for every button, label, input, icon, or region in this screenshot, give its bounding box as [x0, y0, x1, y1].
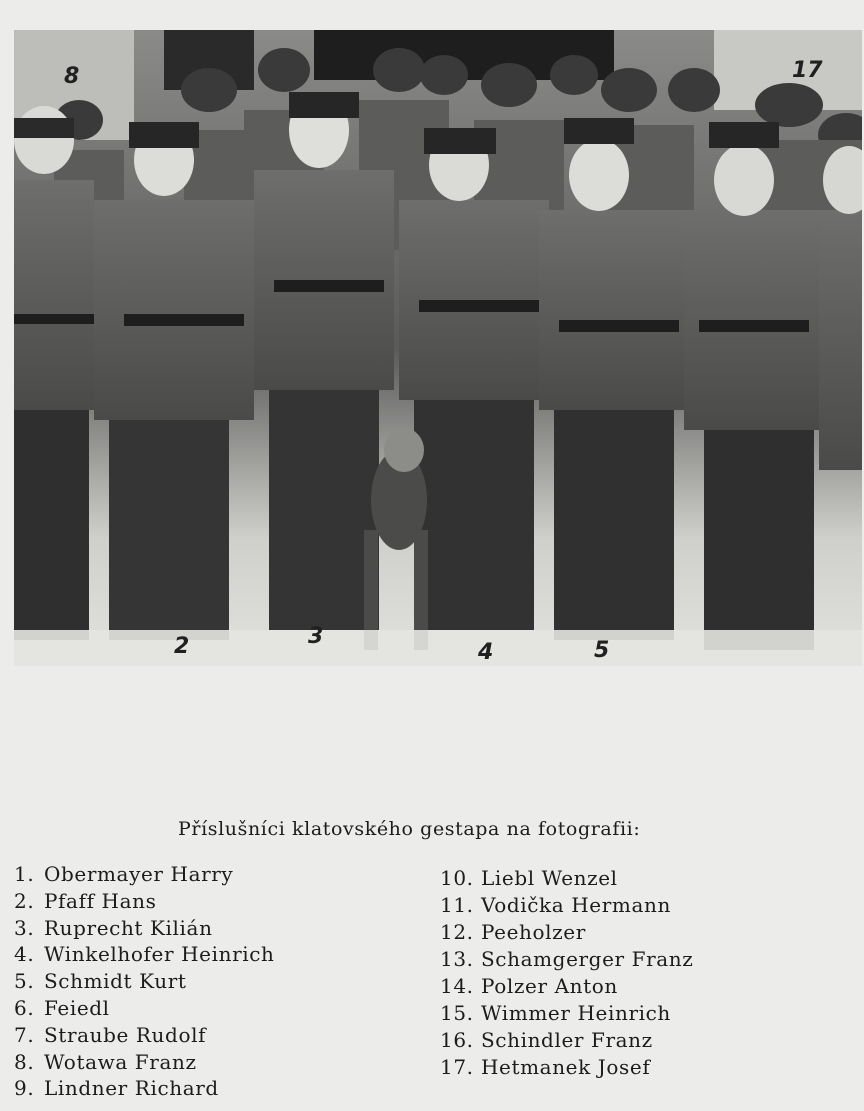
member-name: Vodička Hermann — [481, 893, 671, 917]
list-item — [440, 946, 693, 973]
list-item — [14, 1075, 275, 1102]
member-name: Liebl Wenzel — [481, 866, 618, 890]
item-number: 12. — [440, 920, 474, 944]
item-number: 1. — [14, 862, 35, 886]
item-number: 7. — [14, 1022, 35, 1047]
list-item — [14, 1049, 275, 1076]
member-name: Feiedl — [44, 995, 110, 1020]
list-item — [440, 919, 693, 946]
item-number: 16. — [440, 1028, 474, 1052]
list-item — [14, 995, 275, 1022]
list-item — [440, 865, 693, 892]
list-item — [440, 1054, 693, 1081]
list-item — [440, 1000, 693, 1027]
item-number: 15. — [440, 1001, 474, 1025]
group-photograph — [14, 30, 862, 666]
member-name: Ruprecht Kilián — [44, 915, 213, 940]
photo-numeral-5: 5 — [594, 638, 610, 663]
list-item — [14, 941, 275, 968]
list-item — [14, 861, 275, 888]
photo-numeral-8: 8 — [64, 64, 80, 89]
item-number: 3. — [14, 915, 35, 940]
list-item — [14, 888, 275, 915]
photo-image — [14, 30, 862, 666]
item-number: 2. — [14, 888, 35, 913]
member-name: Schindler Franz — [481, 1028, 653, 1052]
member-name: Wotawa Franz — [44, 1049, 197, 1074]
member-name: Straube Rudolf — [44, 1022, 207, 1047]
members-list-left — [14, 861, 275, 1102]
item-number: 6. — [14, 995, 35, 1020]
photo-numeral-3: 3 — [308, 624, 324, 649]
member-name: Schamgerger Franz — [481, 947, 694, 971]
member-name: Schmidt Kurt — [44, 969, 187, 994]
member-name: Polzer Anton — [481, 974, 618, 998]
member-name: Peeholzer — [481, 920, 586, 944]
member-name: Wimmer Heinrich — [481, 1001, 671, 1025]
list-item — [440, 892, 693, 919]
list-item — [440, 1027, 693, 1054]
member-name: Pfaff Hans — [44, 888, 157, 913]
members-list-right — [440, 865, 693, 1081]
item-number: 5. — [14, 969, 35, 994]
member-name: Hetmanek Josef — [481, 1055, 651, 1079]
list-item — [14, 968, 275, 995]
photo-numeral-2: 2 — [174, 634, 190, 659]
member-name: Obermayer Harry — [44, 862, 234, 886]
photo-caption: Příslušníci klatovského gestapa na fotografii: — [178, 818, 641, 840]
list-item — [14, 1022, 275, 1049]
list-item — [14, 915, 275, 942]
item-number: 14. — [440, 974, 474, 998]
photo-numeral-4: 4 — [478, 640, 494, 665]
item-number: 11. — [440, 893, 474, 917]
item-number: 4. — [14, 942, 35, 967]
member-name: Lindner Richard — [44, 1076, 219, 1101]
list-item — [440, 973, 693, 1000]
item-number: 9. — [14, 1076, 35, 1101]
item-number: 8. — [14, 1049, 35, 1074]
item-number: 17. — [440, 1055, 474, 1079]
member-name: Winkelhofer Heinrich — [44, 942, 275, 967]
item-number: 13. — [440, 947, 474, 971]
item-number: 10. — [440, 866, 474, 890]
photo-numeral-17: 17 — [792, 58, 823, 83]
